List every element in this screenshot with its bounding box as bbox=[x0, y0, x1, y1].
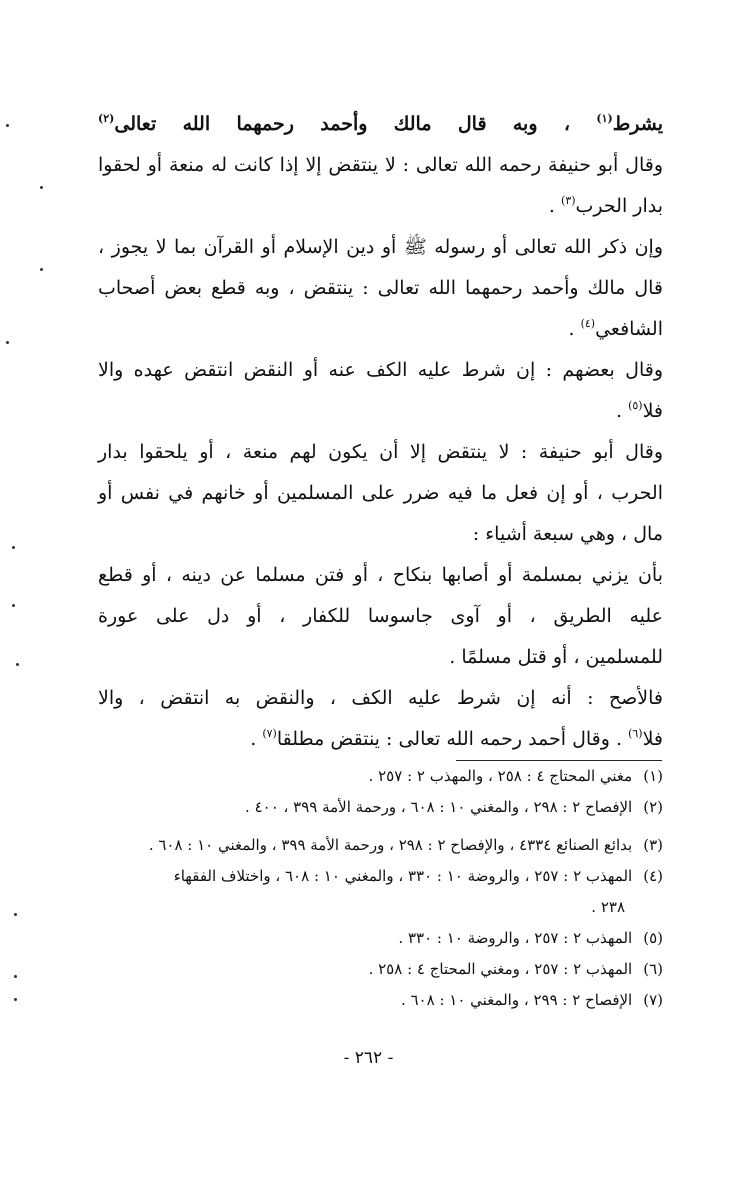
text-line: فلا$^{(٥)}$ . bbox=[615, 399, 663, 422]
footnote-ref: (٧) bbox=[262, 727, 277, 740]
text-line: للمسلمين ، أو قتل مسلمًا . bbox=[449, 646, 663, 668]
footnote-ref: (٤) bbox=[580, 317, 596, 330]
footnote-ref: (٣) bbox=[561, 194, 576, 207]
footnote: (٥) المهذب ٢ : ٢٥٧ ، والروضة ١٠ : ٣٣٠ . bbox=[398, 929, 663, 947]
footnote: (٧) الإفصاح ٢ : ٢٩٩ ، والمغني ١٠ : ٦٠٨ . bbox=[400, 991, 663, 1009]
footnote: (٣) بدائع الصنائع ٤٣٣٤ ، والإفصاح ٢ : ٢٩٨ ، ورحمة الأمة ٣٩٩ ، والمغني ١٠ : ٦٠٨ . bbox=[148, 836, 663, 854]
scan-speck bbox=[12, 546, 15, 549]
text-line: فالأصح : أنه إن شرط عليه الكف ، والنقض به انتقض ، والا bbox=[98, 687, 663, 709]
footnote: (١) مغني المحتاج ٤ : ٢٥٨ ، والمهذب ٢ : ٢٥٧ . bbox=[368, 767, 663, 785]
text-line: مال ، وهي سبعة أشياء : bbox=[472, 523, 663, 545]
page-number: - ٢٦٢ - bbox=[343, 1048, 394, 1068]
scan-speck bbox=[16, 663, 19, 666]
scan-speck bbox=[12, 604, 15, 607]
scan-speck bbox=[40, 268, 43, 271]
footnote-ref: (٦) bbox=[628, 727, 643, 740]
scan-speck bbox=[6, 341, 9, 344]
text-line: الحرب ، أو إن فعل ما فيه ضرر على المسلمين أو خانهم في نفس أو bbox=[98, 482, 663, 504]
text-line: وإن ذكر الله تعالى أو رسوله ﷺ أو دين الإسلام أو القرآن بما لا يجوز ، bbox=[98, 236, 663, 258]
text-line: بدار الحرب$^{(٣)}$ . bbox=[548, 194, 663, 217]
footnote-ref: (١) bbox=[596, 112, 613, 125]
footnote-ref: (٢) bbox=[98, 112, 115, 125]
main-text bbox=[98, 104, 663, 760]
text-line: قال مالك وأحمد رحمهما الله تعالى : ينتقض ، وبه قطع بعض أصحاب bbox=[98, 277, 663, 299]
footnotes bbox=[98, 761, 663, 1016]
scan-speck bbox=[14, 975, 17, 978]
text-line: يشرط$^{(١)}$ ، وبه قال مالك وأحمد رحمهما الله تعالى$^{(٢)}$ bbox=[98, 112, 663, 135]
footnote-continuation: ٢٣٨ . bbox=[591, 898, 625, 916]
footnote: (٢) الإفصاح ٢ : ٢٩٨ ، والمغني ١٠ : ٦٠٨ ، ورحمة الأمة ٣٩٩ ، ٤٠٠ . bbox=[245, 798, 663, 816]
footnote: (٦) المهذب ٢ : ٢٥٧ ، ومغني المحتاج ٤ : ٢٥٨ . bbox=[368, 960, 663, 978]
text-line: الشافعي$^{(٤)}$ . bbox=[568, 317, 663, 340]
scan-speck bbox=[14, 998, 17, 1001]
footnote-ref: (٥) bbox=[628, 399, 643, 412]
text-line: عليه الطريق ، أو آوى جاسوسا للكفار ، أو دل على عورة bbox=[98, 605, 663, 627]
text-line: بأن يزني بمسلمة أو أصابها بنكاح ، أو فتن مسلما عن دينه ، أو قطع bbox=[98, 564, 663, 586]
text-line: وقال أبو حنيفة : لا ينتقض إلا أن يكون لهم منعة ، أو يلحقوا بدار bbox=[98, 441, 663, 463]
footnote: (٤) المهذب ٢ : ٢٥٧ ، والروضة ١٠ : ٣٣٠ ، والمغني ١٠ : ٦٠٨ ، واختلاف الفقهاء bbox=[173, 867, 663, 885]
text-line: وقال بعضهم : إن شرط عليه الكف عنه أو النقض انتقض عهده والا bbox=[98, 359, 663, 381]
scan-speck bbox=[40, 186, 43, 189]
scan-speck bbox=[6, 124, 9, 127]
text-line: فلا$^{(٦)}$ . وقال أحمد رحمه الله تعالى : ينتقض مطلقا$^{(٧)}$ . bbox=[250, 727, 663, 750]
scan-speck bbox=[14, 913, 17, 916]
text-line: وقال أبو حنيفة رحمه الله تعالى : لا ينتقض إلا إذا كانت له منعة أو لحقوا bbox=[98, 154, 663, 176]
